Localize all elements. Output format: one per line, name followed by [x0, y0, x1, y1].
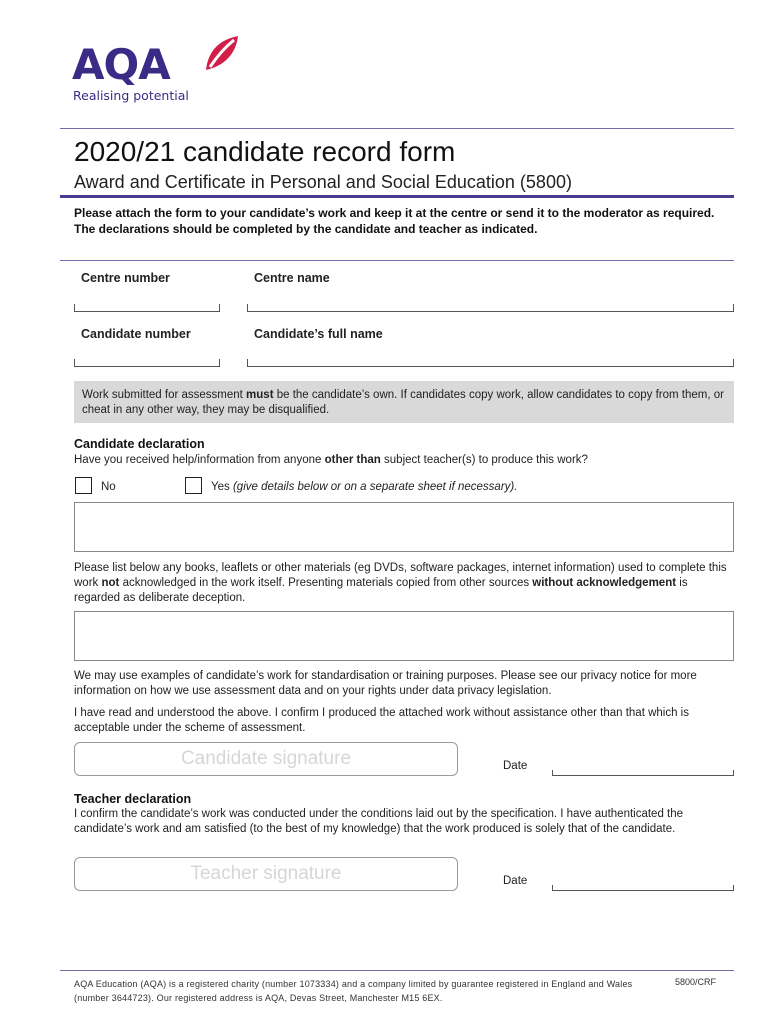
yes-label: [211, 481, 517, 493]
notice-box: [74, 381, 734, 423]
notice-text-after: be the candidate’s own. If candidates copy work, allow candidates to copy from them, or cheat in any other way, they may be disqualified.: [82, 389, 724, 416]
materials-without: without acknowledgement: [532, 577, 677, 589]
teacher-date-label: Date: [503, 875, 528, 887]
help-question-after: subject teacher(s) to produce this work?: [380, 454, 588, 466]
candidate-declaration-heading: Candidate declaration: [74, 437, 205, 451]
candidate-date-label: Date: [503, 760, 528, 772]
help-details-box[interactable]: [74, 502, 734, 552]
candidate-signature-field[interactable]: Candidate signature: [74, 742, 458, 776]
page-subtitle: Award and Certificate in Personal and Social Education (5800): [74, 172, 572, 192]
candidate-number-field[interactable]: [74, 359, 220, 367]
candidate-number-label: Candidate number: [81, 327, 191, 341]
logo-text: AQA: [72, 40, 170, 89]
materials-text: [74, 561, 734, 606]
materials-not: not: [101, 577, 120, 589]
privacy-text: We may use examples of candidate’s work for standardisation or training purposes. Please see our privacy notice for more information on how we use assessment data and on your rights under data privacy legislation.: [74, 670, 697, 697]
candidate-full-name-label: Candidate’s full name: [254, 327, 383, 341]
header-divider: [60, 128, 734, 129]
materials-text-1: Please list below any books, leaflets or other materials (eg DVDs, software packages, internet information) used to complete this work: [74, 562, 727, 589]
footer-legal: AQA Education (AQA) is a registered charity (number 1073334) and a company limited by guarantee registered in England and Wales (number 3644723). Our registered address is AQA, Devas Street, Manchester M15 6EX.: [74, 979, 633, 1003]
aqa-logo: [72, 34, 242, 106]
no-checkbox[interactable]: [75, 477, 92, 494]
page-title: 2020/21 candidate record form: [74, 136, 456, 167]
subtitle-divider: [60, 195, 734, 198]
candidate-full-name-field[interactable]: [247, 359, 734, 367]
candidate-date-field[interactable]: [552, 770, 734, 776]
yes-label-note: (give details below or on a separate sheet if necessary).: [232, 481, 518, 493]
footer-divider: [60, 970, 734, 971]
intro-text: Please attach the form to your candidate’s work and keep it at the centre or send it to the moderator as required. The declarations should be completed by the candidate and teacher as indicated.: [74, 206, 715, 236]
form-code: 5800/CRF: [675, 977, 717, 987]
materials-text-2: acknowledged in the work itself. Presenting materials copied from other sources: [119, 577, 533, 589]
no-label: No: [101, 481, 116, 493]
teacher-date-field[interactable]: [552, 885, 734, 891]
leaf-icon: [202, 34, 242, 74]
help-question-emphasis: other than: [324, 454, 381, 466]
help-question-before: Have you received help/information from anyone: [74, 454, 325, 466]
centre-number-field[interactable]: [74, 304, 220, 312]
teacher-signature-field[interactable]: Teacher signature: [74, 857, 458, 891]
teacher-declaration-heading: Teacher declaration: [74, 792, 192, 806]
materials-box[interactable]: [74, 611, 734, 661]
materials-text-3: is regarded as deliberate deception.: [74, 577, 688, 604]
yes-checkbox[interactable]: [185, 477, 202, 494]
centre-name-field[interactable]: [247, 304, 734, 312]
teacher-declaration-text: I confirm the candidate’s work was conducted under the conditions laid out by the specification. I have authenticated the candidate’s work and am satisfied (to the best of my knowledge) that the work produced is solely that of the candidate.: [74, 808, 684, 835]
notice-text-before: Work submitted for assessment: [82, 389, 247, 401]
notice-emphasis: must: [246, 389, 274, 401]
yes-label-text: Yes: [211, 481, 233, 493]
centre-number-label: Centre number: [81, 271, 170, 285]
logo-tagline: Realising potential: [73, 88, 189, 103]
centre-name-label: Centre name: [254, 271, 330, 285]
confirmation-text: I have read and understood the above. I confirm I produced the attached work without assistance other than that which is acceptable under the scheme of assessment.: [74, 707, 689, 734]
help-question: [74, 453, 734, 468]
intro-divider: [60, 260, 734, 261]
